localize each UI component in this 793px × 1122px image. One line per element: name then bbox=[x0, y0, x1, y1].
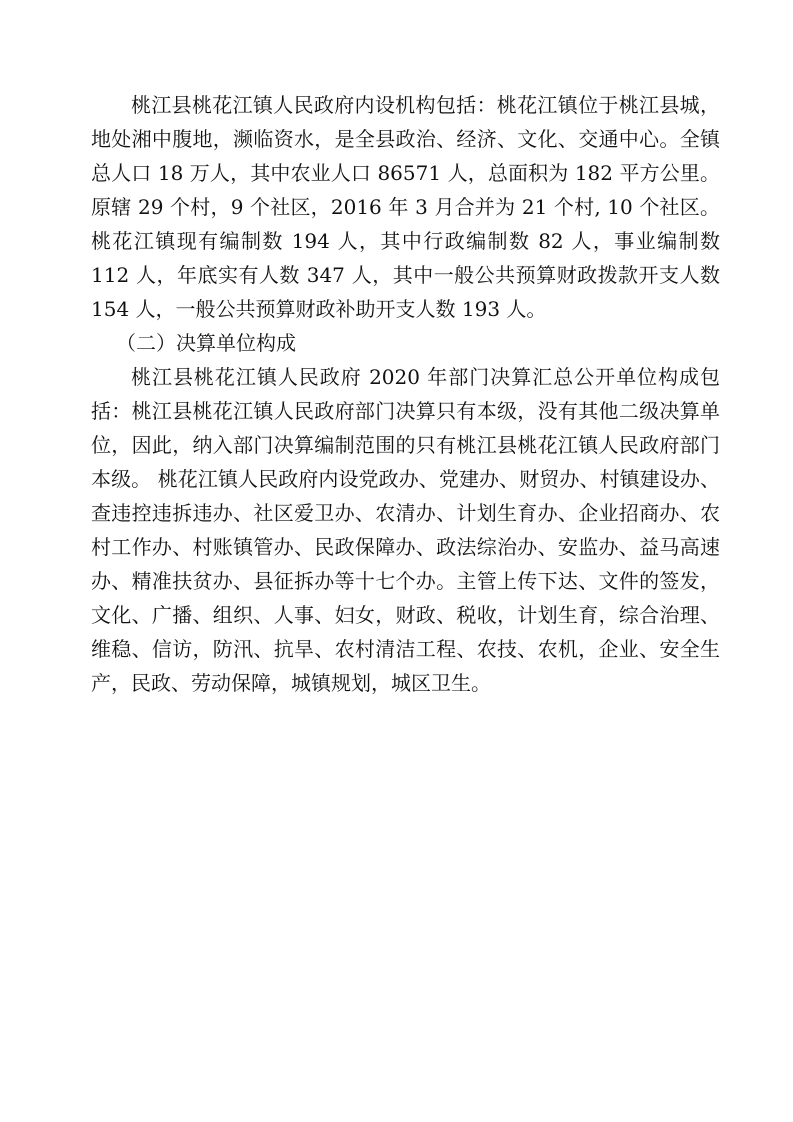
section-heading-budget-units: （二）决算单位构成 bbox=[116, 331, 296, 355]
paragraph-institution-overview: 桃江县桃花江镇人民政府内设机构包括：桃花江镇位于桃江县城，地处湘中腹地，濒临资水，是全县政治、经济、文化、交通中心。全镇总人口 18 万人，其中农业人口 86571 人，总面积为 182 平方公里。原辖 29 个村，9 个社区，2016 年 3 月合并为 21 个村, 10 个社区。桃花江镇现有编制数 194 人，其中行政编制数 82 人，事业编制数 112 人，年底实有人数 347 人，其中一般公共预算财政拨款开支人数 154 人，一般公共预算财政补助开支人数 193 人。 bbox=[91, 93, 720, 321]
document-body bbox=[91, 88, 720, 700]
paragraph-budget-units: 桃江县桃花江镇人民政府 2020 年部门决算汇总公开单位构成包括：桃江县桃花江镇人民政府部门决算只有本级，没有其他二级决算单位，因此，纳入部门决算编制范围的只有桃江县桃花江镇人民政府部门本级。 桃花江镇人民政府内设党政办、党建办、财贸办、村镇建设办、查违控违拆违办、社区爱卫办、农清办、计划生育办、企业招商办、农村工作办、村账镇管办、民政保障办、政法综治办、安监办、益马高速办、精准扶贫办、县征拆办等十七个办。主管上传下达、文件的签发，文化、广播、组织、人事、妇女，财政、税收，计划生育，综合治理、维稳、信访，防汛、抗旱、农村清洁工程、农技、农机，企业、安全生产，民政、劳动保障，城镇规划，城区卫生。 bbox=[91, 365, 720, 695]
